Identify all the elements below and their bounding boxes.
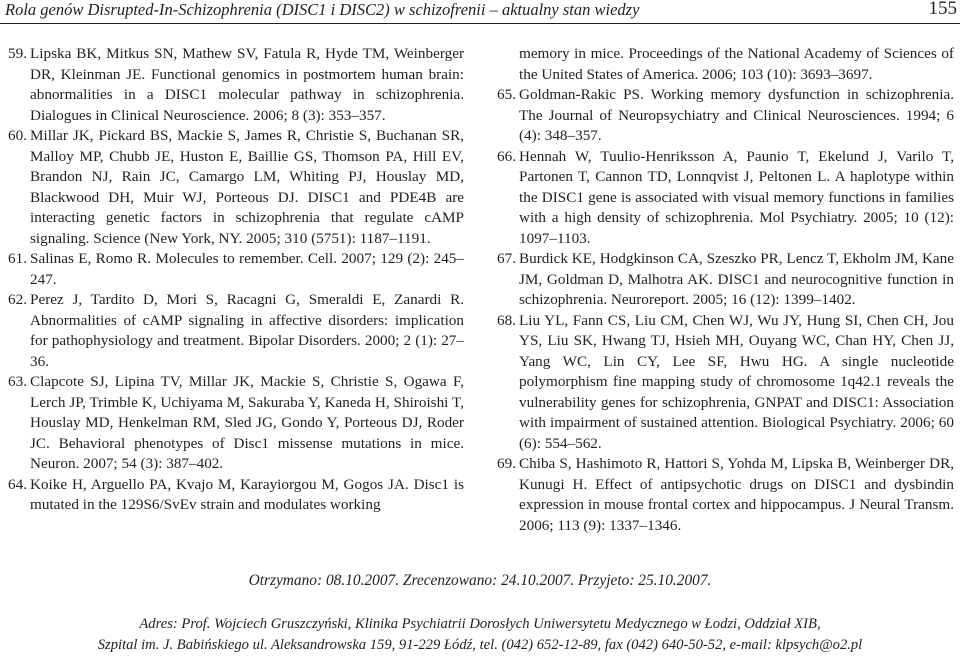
reference-item xyxy=(8,126,464,249)
reference-number: 62. xyxy=(8,291,27,308)
address-line-2: Szpital im. J. Babińskiego ul. Aleksandrowska 159, 91-229 Łódź, tel. (042) 652-12-89, fax (042) 640-50-52, e-mail: klpsych@o2.pl xyxy=(97,637,863,653)
reference-text: Goldman-Rakic PS. Working memory dysfunction in schizophrenia. The Journal of Neuropsychiatry and Clinical Neurosciences. 1994; 6 (4): 348–357. xyxy=(519,86,954,144)
page-number: 155 xyxy=(928,0,957,19)
address-line-1: Adres: Prof. Wojciech Gruszczyński, Klinika Psychiatrii Dorosłych Uniwersytetu Medycznego w Łodzi, Oddział XIB, xyxy=(139,616,821,632)
reference-number: 69. xyxy=(497,455,516,472)
reference-text: Clapcote SJ, Lipina TV, Millar JK, Mackie S, Christie S, Ogawa F, Lerch JP, Trimble K, Uchiyama M, Sakuraba Y, Kaneda H, Shiroishi T, Houslay MD, Henkelman RM, Sled JG, Gondo Y, Porteous DJ, Roder JC. Behavioral phenotypes of Disc1 missense mutations in mice. Neuron. 2007; 54 (3): 387–402. xyxy=(30,373,464,472)
reference-number: 64. xyxy=(8,475,27,493)
reference-item xyxy=(497,249,954,311)
running-title: Rola genów Disrupted-In-Schizophrenia (DISC1 i DISC2) w schizofrenii – aktualny stan wiedzy xyxy=(5,0,640,19)
running-header xyxy=(0,0,960,26)
submission-dates: Otrzymano: 08.10.2007. Zrecenzowano: 24.10.2007. Przyjeto: 25.10.2007. xyxy=(248,572,712,589)
reference-item xyxy=(8,249,464,290)
header-rule xyxy=(0,23,960,24)
reference-number: 63. xyxy=(8,373,27,390)
reference-item xyxy=(497,147,954,250)
reference-text: Hennah W, Tuulio-Henriksson A, Paunio T, Ekelund J, Varilo T, Partonen T, Cannon TD, Lonnqvist J, Peltonen L. A haplotype within the DISC1 gene is associated with visual memory functions in families with a high density of schizophrenia. Mol Psychiatry. 2005; 10 (12): 1097–1103. xyxy=(519,147,954,247)
reference-text: Koike H, Arguello PA, Kvajo M, Karayiorgou M, Gogos JA. Disc1 is mutated in the 129S6/SvEv strain and modulates working xyxy=(30,475,464,513)
reference-text: Millar JK, Pickard BS, Mackie S, James R, Christie S, Buchanan SR, Malloy MP, Chubb JE, Huston E, Baillie GS, Thomson PA, Hill EV, Brandon NJ, Rain JC, Camargo LM, Whiting PJ, Houslay MD, Blackwood DH, Muir WJ, Porteous DJ. DISC1 and PDE4B are interacting genetic factors in schizophrenia that regulate cAMP signaling. Science (New York, NY. 2005; 310 (5751): 1187–1191. xyxy=(30,127,464,247)
references-right-column xyxy=(497,44,954,536)
reference-number: 61. xyxy=(8,250,27,267)
reference-number: 60. xyxy=(8,127,27,144)
reference-number: 66. xyxy=(497,147,516,165)
reference-text: Salinas E, Romo R. Molecules to remember. Cell. 2007; 129 (2): 245–247. xyxy=(30,250,464,288)
reference-item xyxy=(497,85,954,147)
correspondence-address xyxy=(0,614,960,656)
reference-text: Chiba S, Hashimoto R, Hattori S, Yohda M, Lipska B, Weinberger DR, Kunugi H. Effect of antipsychotic drugs on DISC1 and dysbindin expression in mouse frontal cortex and hippocampus. J Neural Transm. 2006; 113 (9): 1337–1346. xyxy=(519,455,954,534)
reference-text: Burdick KE, Hodgkinson CA, Szeszko PR, Lencz T, Ekholm JM, Kane JM, Goldman D, Malhotra AK. DISC1 and neurocognitive function in schizophrenia. Neuroreport. 2005; 16 (12): 1399–1402. xyxy=(519,250,954,308)
reference-number: 68. xyxy=(497,311,516,329)
reference-item xyxy=(497,44,954,85)
reference-number: 65. xyxy=(497,86,516,103)
reference-item xyxy=(8,44,464,126)
reference-item xyxy=(8,290,464,372)
reference-item xyxy=(8,475,464,516)
reference-text: memory in mice. Proceedings of the National Academy of Sciences of the United States of America. 2006; 103 (10): 3693–3697. xyxy=(519,45,954,83)
reference-item xyxy=(8,372,464,475)
reference-item xyxy=(497,454,954,536)
reference-text: Liu YL, Fann CS, Liu CM, Chen WJ, Wu JY, Hung SI, Chen CH, Jou YS, Liu SK, Hwang TJ, Hsieh MH, Ouyang WC, Chan HY, Chen JJ, Yang WC, Lin CY, Lee SF, Hwu HG. A single nucleotide polymorphism fine mapping study of chromosome 1q42.1 reveals the vulnerability genes for schizophrenia, GNPAT and DISC1: Association with impairment of sustained attention. Biological Psychiatry. 2006; 60 (6): 554–562. xyxy=(519,311,954,452)
reference-text: Lipska BK, Mitkus SN, Mathew SV, Fatula R, Hyde TM, Weinberger DR, Kleinman JE. Functional genomics in postmortem human brain: abnormalities in a DISC1 molecular pathway in schizophrenia. Dialogues in Clinical Neuroscience. 2006; 8 (3): 353–357. xyxy=(30,45,464,124)
reference-number: 67. xyxy=(497,250,516,267)
reference-number: 59. xyxy=(8,45,27,62)
reference-text: Perez J, Tardito D, Mori S, Racagni G, Smeraldi E, Zanardi R. Abnormalities of cAMP signaling in affective disorders: implication for pathophysiology and treatment. Bipolar Disorders. 2000; 2 (1): 27–36. xyxy=(30,291,464,370)
reference-item xyxy=(497,311,954,455)
references-left-column xyxy=(8,44,464,516)
